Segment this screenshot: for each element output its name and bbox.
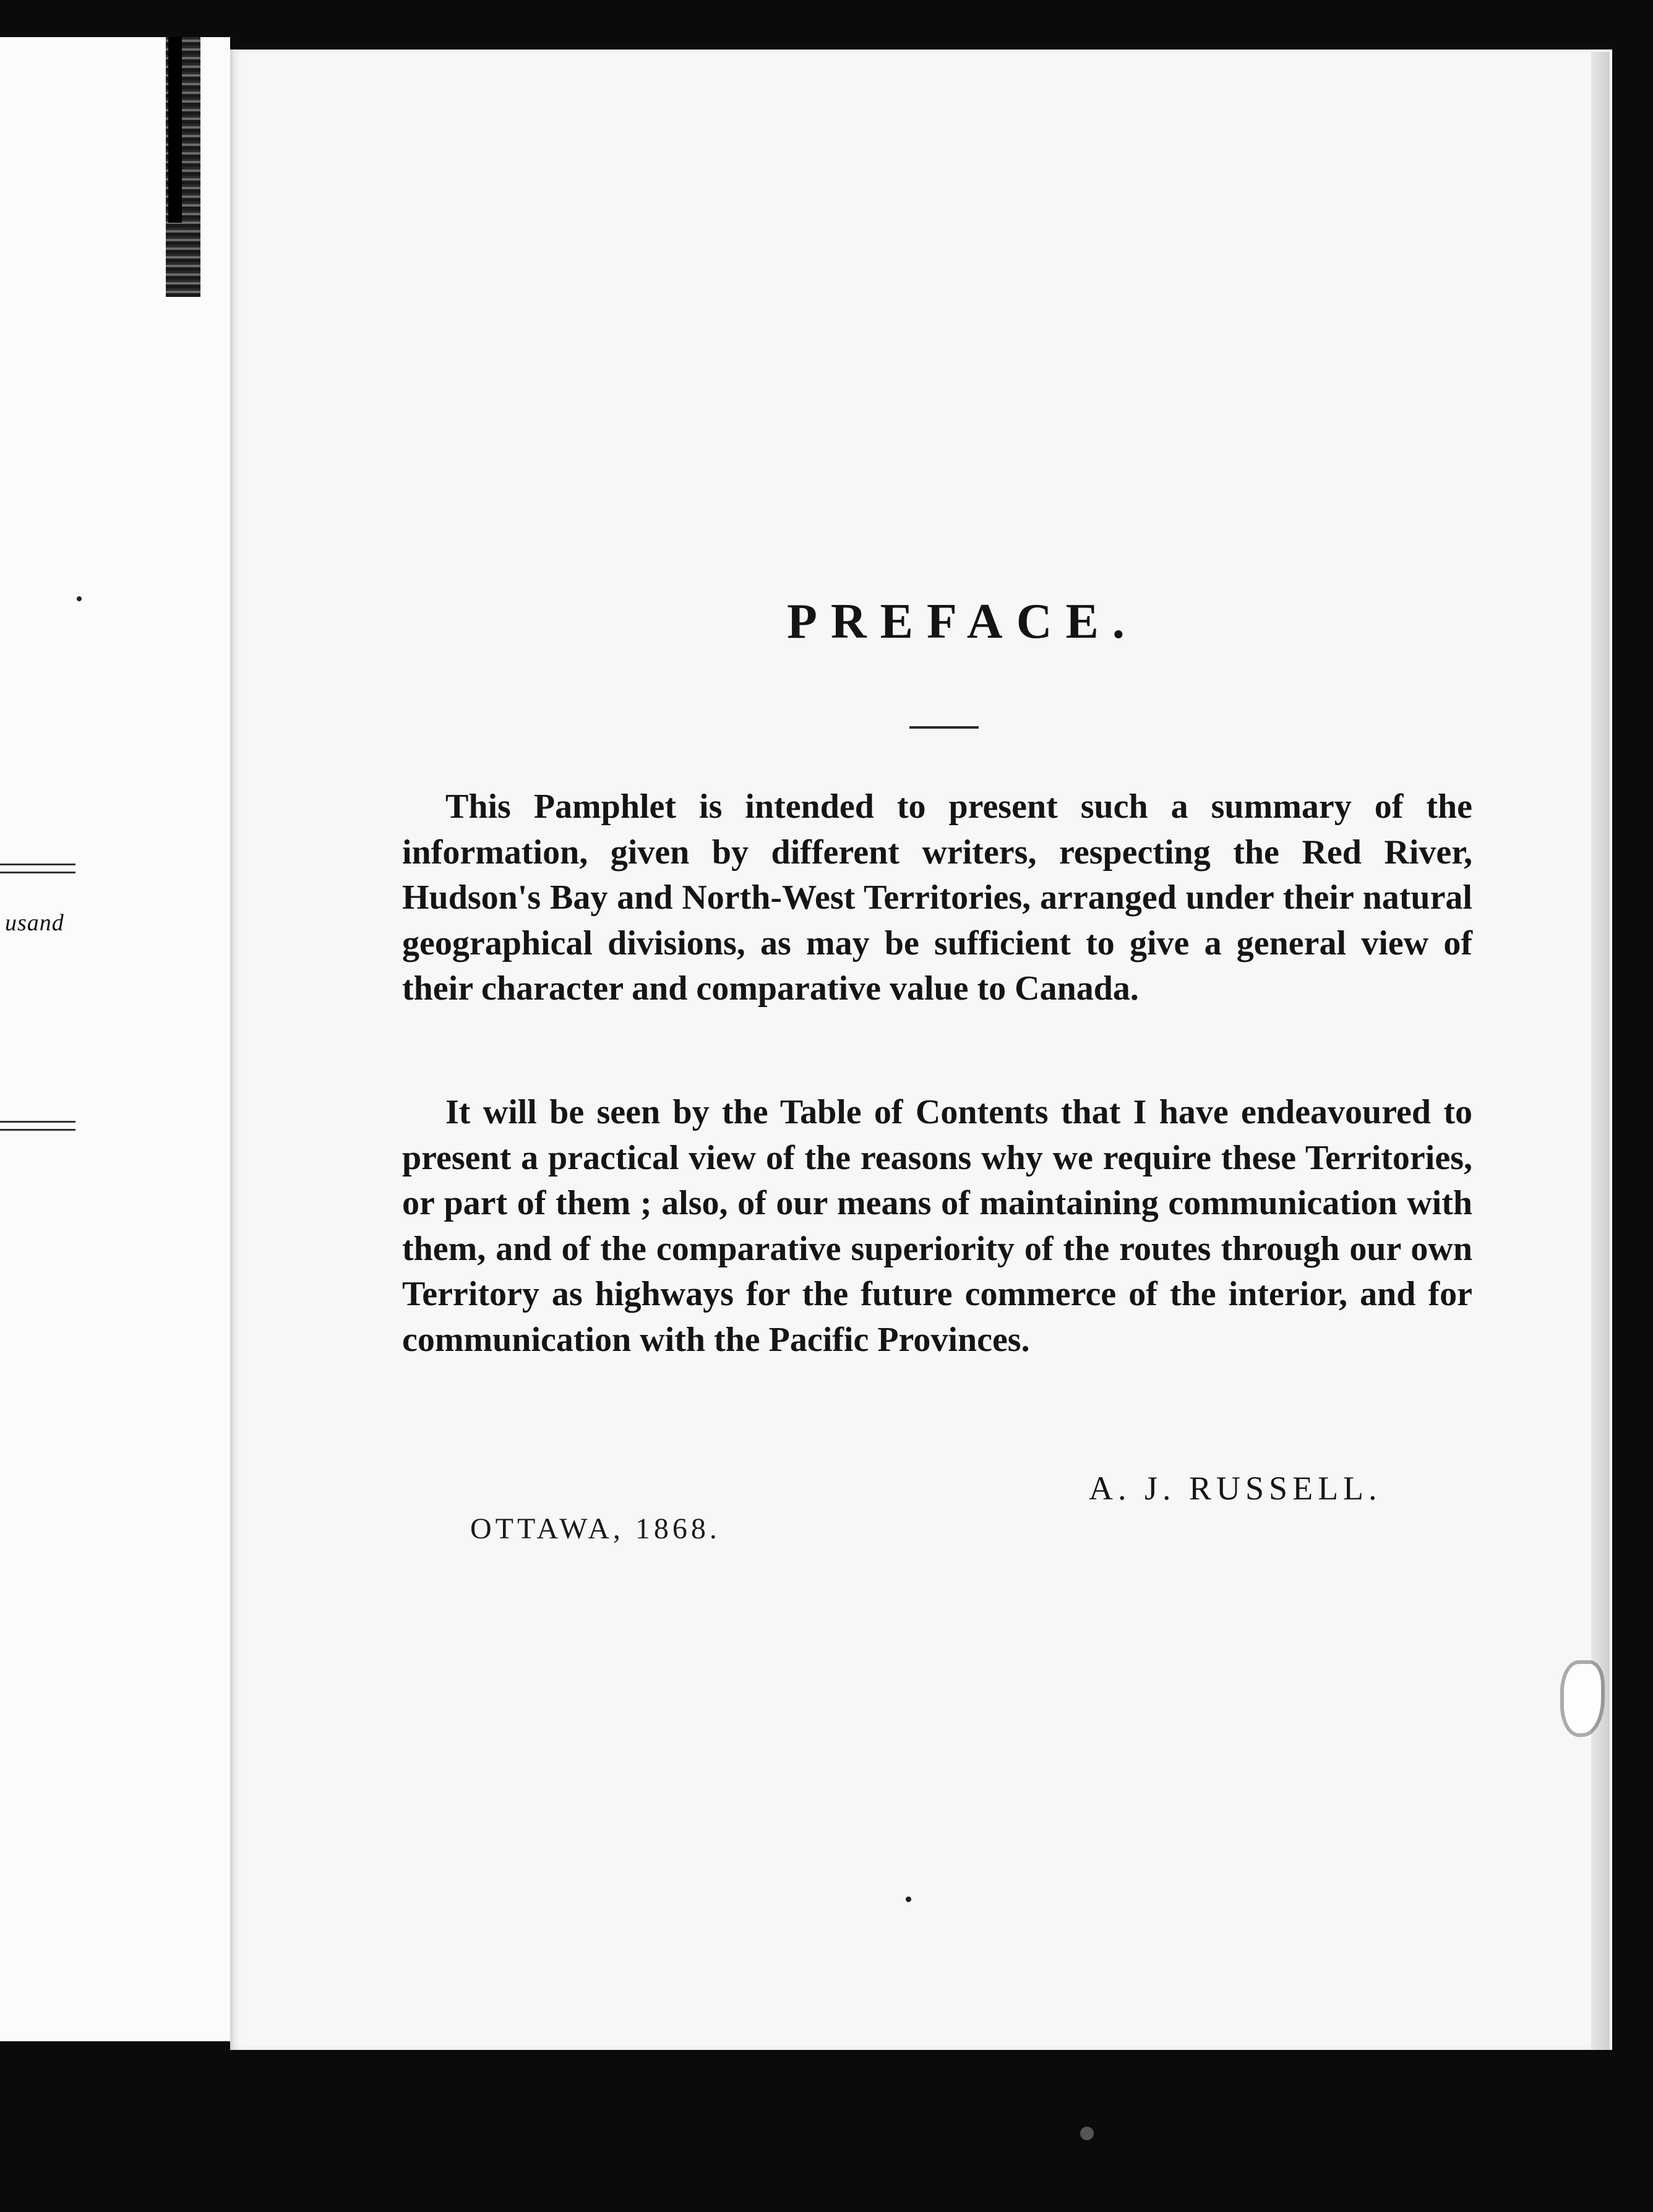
previous-page-fragment (0, 37, 230, 2041)
fragment-word: usand (5, 910, 64, 936)
page-title: PREFACE. (787, 594, 1138, 649)
paragraph: It will be seen by the Table of Contents that I have endeavoured to present a practical view of the reasons why we require these Territories, or part of them ; also, of our means of maintaining communication with them, and of the comparative superiority of the routes through our own Territory as highways for the future commerce of the interior, and for communication with the Pacific Provinces. (402, 1093, 1472, 1359)
double-rule-lower (0, 1121, 75, 1131)
author-signature: A. J. RUSSELL. (1089, 1470, 1382, 1507)
dateline: OTTAWA, 1868. (470, 1512, 721, 1545)
ink-speck (906, 1897, 911, 1902)
ink-speck (1080, 2127, 1094, 2140)
double-rule-upper (0, 864, 75, 873)
binding-shadow (168, 37, 182, 223)
title-rule (909, 726, 979, 729)
page-edge (1591, 52, 1610, 2050)
ink-dot (77, 596, 82, 601)
paragraph: This Pamphlet is intended to present such a summary of the information, given by different writers, respecting the Red River, Hudson's Bay and North-West Territories, arranged under their natural geographical divisions, as may be sufficient to give a general view of their character and comparative value to Canada. (402, 787, 1472, 1008)
preface-page (230, 49, 1612, 2050)
torn-corner-mark (1564, 1664, 1601, 1733)
